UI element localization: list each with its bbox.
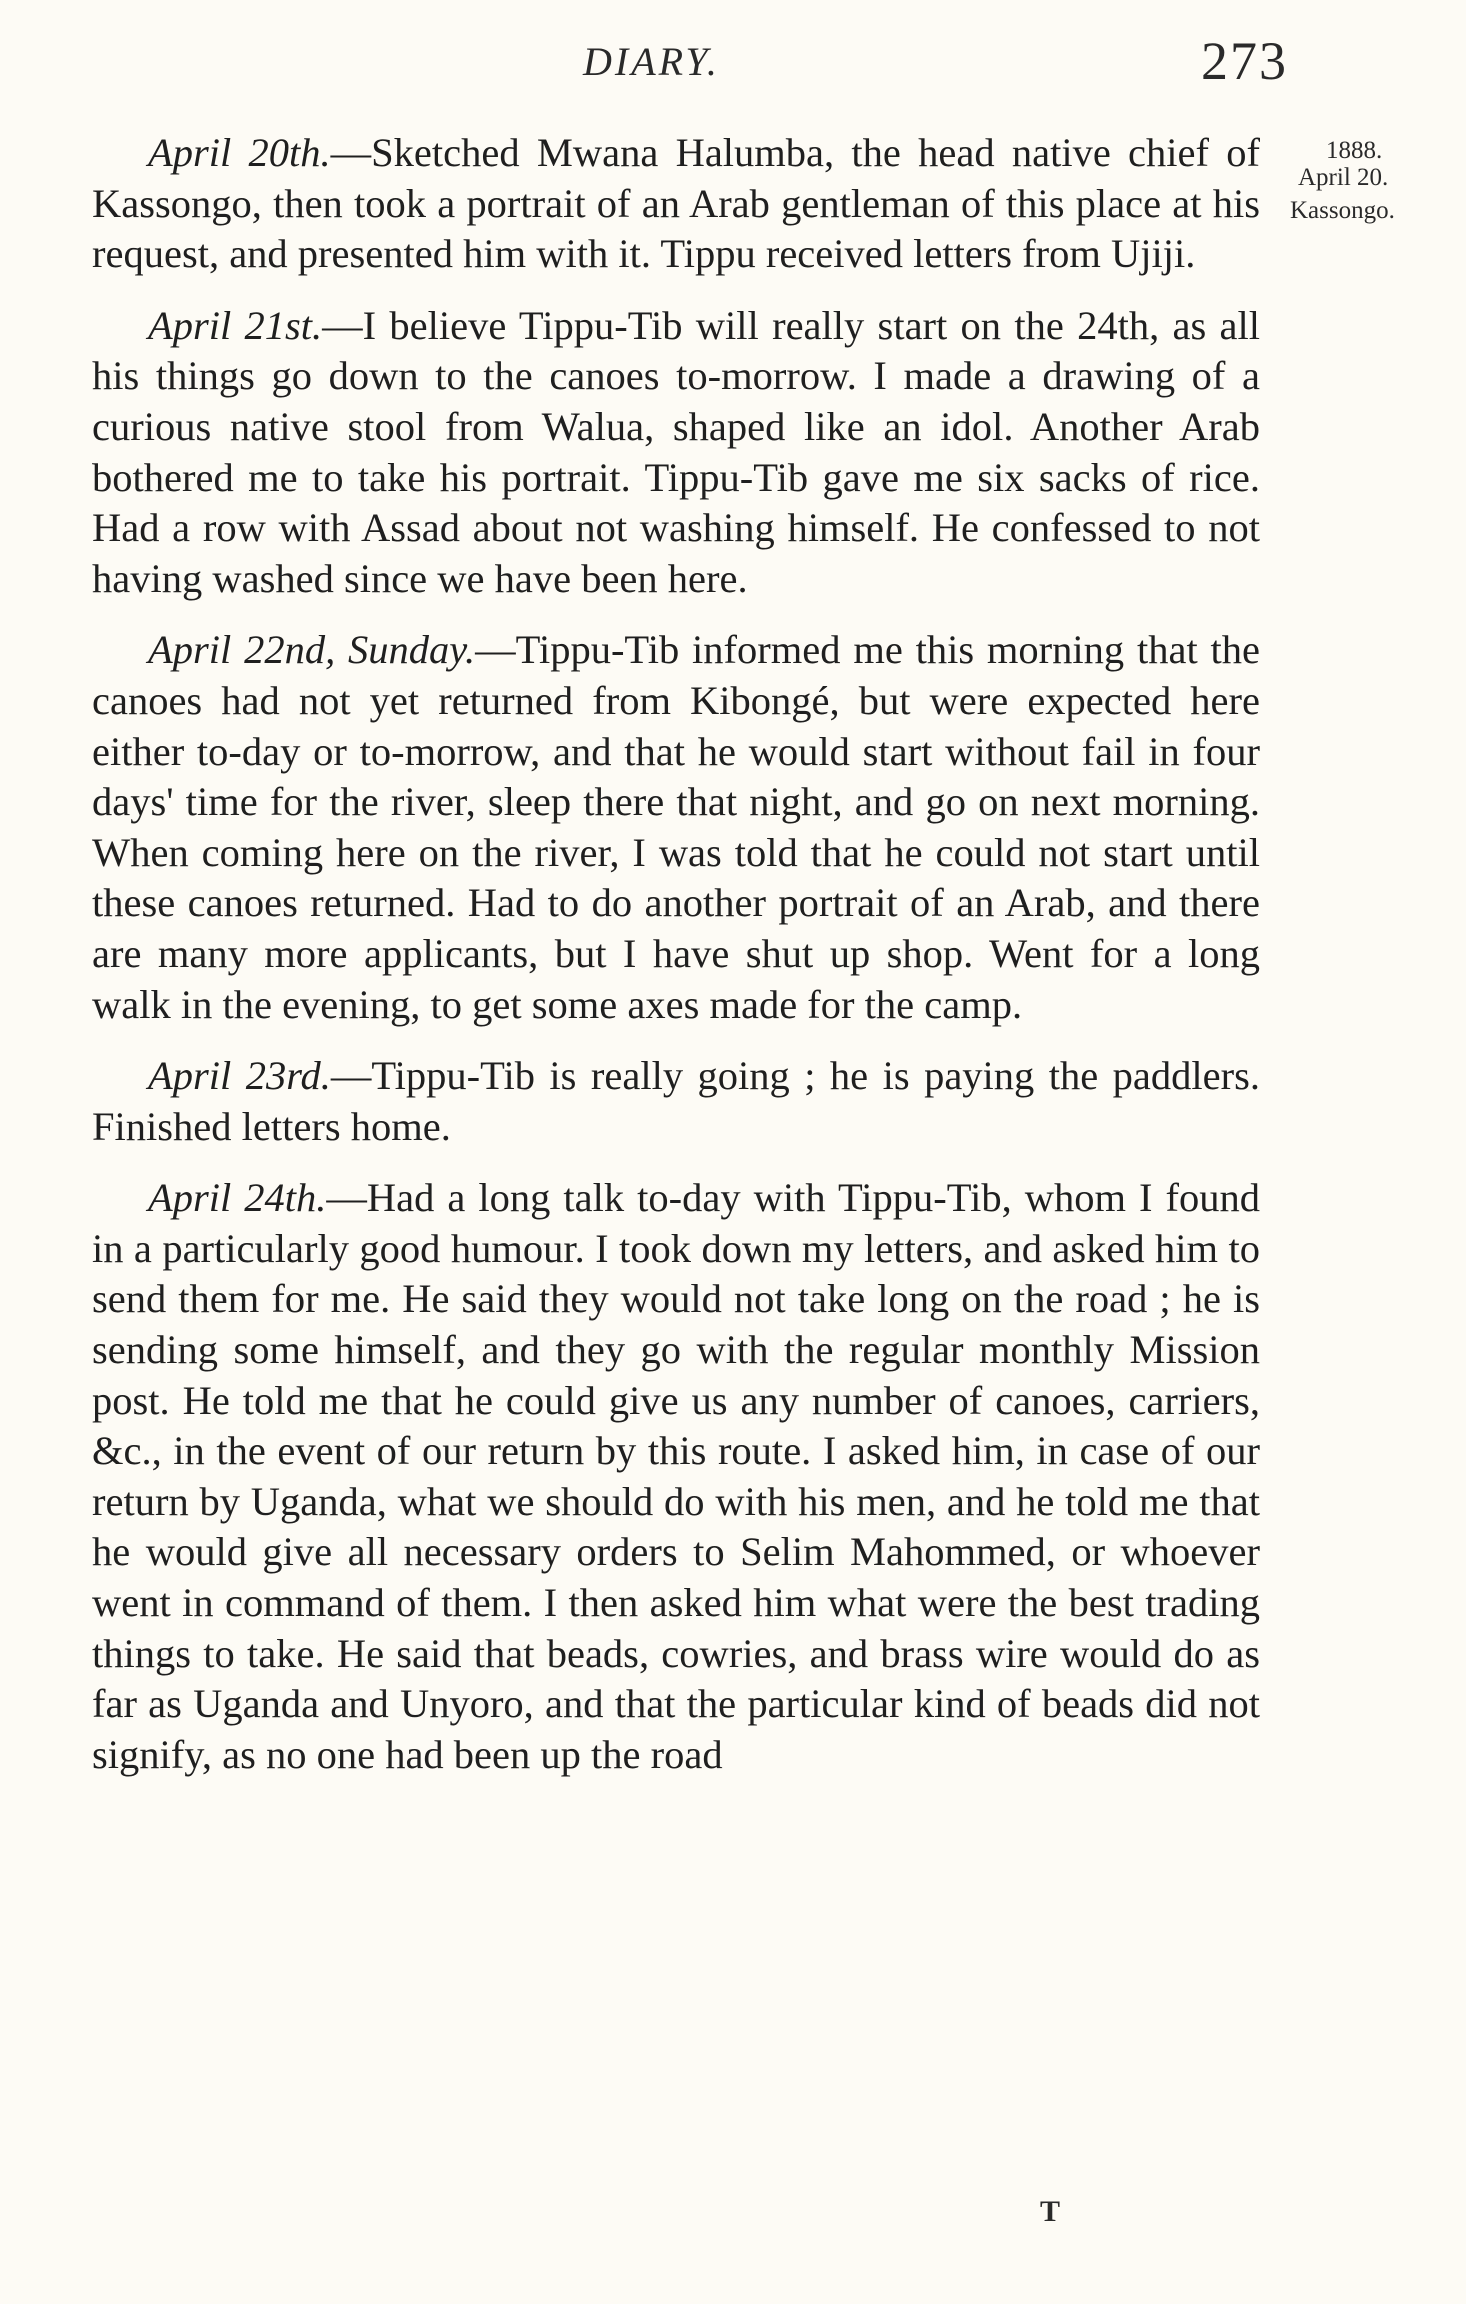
- running-header: DIARY.: [583, 39, 720, 84]
- diary-text: [92, 128, 1260, 1801]
- entry-text: —I believe Tippu-Tib will really start on the 24th, as all his things go down to the canoes to-morrow. I made a drawing of a curious native stool from Walua, shaped like an idol. Another Arab bothered me to take his portrait. Tippu-Tib gave me six sacks of rice. Had a row with Assad about not washing himself. He confessed to not having washed since we have been here.: [92, 302, 1260, 601]
- entry-text: —Had a long talk to-day with Tippu-Tib, whom I found in a particularly good humour. I took down my letters, and asked him to send them for me. He said they would not take long on the road ; he is sending some himself, and they go with the regular monthly Mission post. He told me that he could give us any number of canoes, carriers, &c., in the event of our return by this route. I asked him, in case of our return by Uganda, what we should do with his men, and he told me that he would give all necessary orders to Selim Mahommed, or whoever went in command of them. I then asked him what were the best trading things to take. He said that beads, cowries, and brass wire would do as far as Uganda and Unyoro, and that the particular kind of beads did not signify, as no one had been up the road: [92, 1175, 1260, 1777]
- entry-date: April 24th.: [148, 1175, 327, 1221]
- margin-note-date: April 20.: [1298, 164, 1389, 191]
- diary-entry: [92, 625, 1260, 1030]
- entry-date: April 21st.: [148, 302, 323, 348]
- margin-note-place: Kassongo.: [1290, 197, 1395, 224]
- diary-entry: [92, 1051, 1260, 1152]
- entry-text: —Tippu-Tib informed me this morning that the canoes had not yet returned from Kibongé, but were expected here either to-day or to-morrow, and that he would start without fail in four days' time for the river, sleep there that night, and go on next morning. When coming here on the river, I was told that he could not start until these canoes returned. Had to do another portrait of an Arab, and there are many more applicants, but I have shut up shop. Went for a long walk in the evening, to get some axes made for the camp.: [92, 627, 1260, 1027]
- entry-date: April 22nd, Sunday.: [148, 627, 476, 673]
- margin-note: [1290, 138, 1450, 223]
- entry-text: —Tippu-Tib is really going ; he is paying the paddlers. Finished letters home.: [92, 1053, 1260, 1149]
- entry-date: April 20th.: [148, 130, 331, 175]
- margin-note-year: 1888.: [1326, 137, 1383, 164]
- entry-text: —Sketched Mwana Halumba, the head native chief of Kassongo, then took a portrait of an Arab gentleman of this place at his request, and presented him with it. Tippu received letters from Ujiji.: [92, 130, 1260, 277]
- entry-date: April 23rd.: [148, 1053, 331, 1099]
- diary-entry: [92, 1173, 1260, 1780]
- diary-entry: [92, 128, 1260, 280]
- page-number: 273: [1201, 31, 1288, 91]
- diary-entry: [92, 301, 1260, 605]
- signature-mark: T: [1040, 2195, 1061, 2228]
